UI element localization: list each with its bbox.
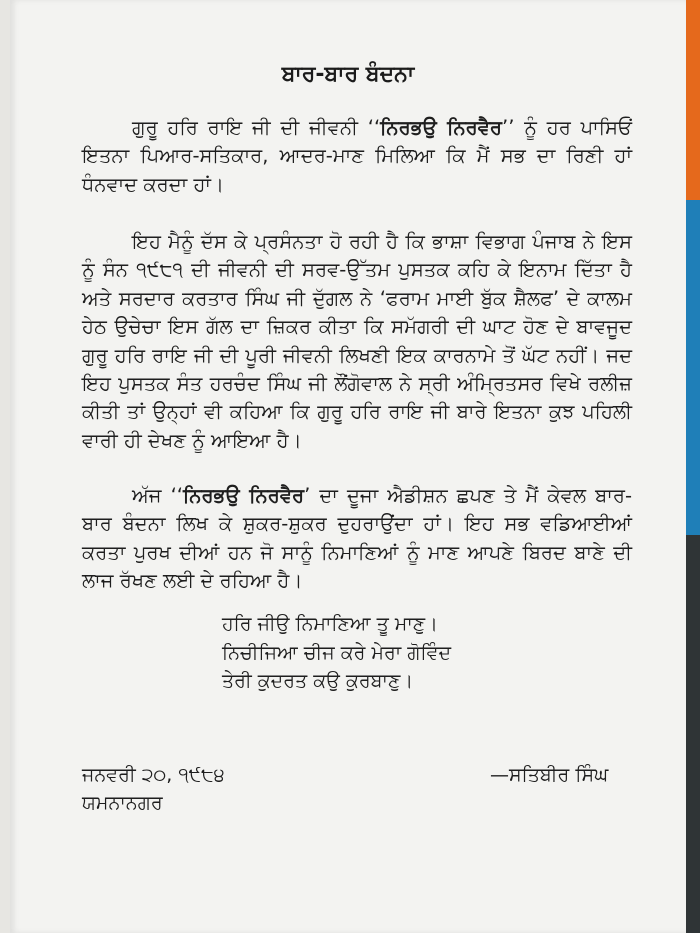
- paragraph-1-before: ਗੁਰੂ ਹਰਿ ਰਾਇ ਜੀ ਦੀ ਜੀਵਨੀ ‘‘: [132, 116, 381, 139]
- book-gutter: [0, 0, 10, 933]
- poem-line: ਹਰਿ ਜੀਉ ਨਿਮਾਣਿਆ ਤੂ ਮਾਣੁ।: [222, 613, 438, 635]
- poem-line: ਨਿਚੀਜਿਆ ਚੀਜ ਕਰੇ ਮੇਰਾ ਗੋਵਿੰਦ: [222, 641, 452, 664]
- neighbor-book-dark: [686, 535, 700, 933]
- paragraph-2: ਇਹ ਮੈਨੂੰ ਦੱਸ ਕੇ ਪ੍ਰਸੰਨਤਾ ਹੋ ਰਹੀ ਹੈ ਕਿ ਭਾਸ਼ਾ ਵਿਭਾਗ ਪੰਜਾਬ ਨੇ ਇਸ ਨੂੰ ਸੰਨ ੧੯੮੧ ਦੀ ਜੀਵਨੀ ਦੀ ਸਰਵ-ਉੱਤਮ ਪੁਸਤਕ ਕਹਿ ਕੇ ਇਨਾਮ ਦਿੱਤਾ ਹੈ ਅਤੇ ਸਰਦਾਰ ਕਰਤਾਰ ਸਿੰਘ ਜੀ ਦੁੱਗਲ ਨੇ ‘ਫਰਾਮ ਮਾਈ ਬੁੱਕ ਸ਼ੈਲਫ’ ਦੇ ਕਾਲਮ ਹੇਠ ਉਚੇਚਾ ਇਸ ਗੱਲ ਦਾ ਜ਼ਿਕਰ ਕੀਤਾ ਕਿ ਸਮੱਗਰੀ ਦੀ ਘਾਟ ਹੋਣ ਦੇ ਬਾਵਜੂਦ ਗੁਰੂ ਹਰਿ ਰਾਇ ਜੀ ਦੀ ਪੂਰੀ ਜੀਵਨੀ ਲਿਖਣੀ ਇਕ ਕਾਰਨਾਮੇ ਤੋਂ ਘੱਟ ਨਹੀਂ। ਜਦ ਇਹ ਪੁਸਤਕ ਸੰਤ ਹਰਚੰਦ ਸਿੰਘ ਜੀ ਲੌਂਗੋਵਾਲ ਨੇ ਸ੍ਰੀ ਅੰਮ੍ਰਿਤਸਰ ਵਿਖੇ ਰਲੀਜ਼ ਕੀਤੀ ਤਾਂ ਉਨ੍ਹਾਂ ਵੀ ਕਹਿਆ ਕਿ ਗੁਰੂ ਹਰਿ ਰਾਇ ਜੀ ਬਾਰੇ ਇਤਨਾ ਕੁਝ ਪਹਿਲੀ ਵਾਰੀ ਹੀ ਦੇਖਣ ਨੂੰ ਆਇਆ ਹੈ।: [82, 230, 632, 452]
- paragraph-3-before: ਅੱਜ ‘‘: [132, 484, 183, 507]
- paragraph-3-after: ’ ਦਾ ਦੂਜਾ ਐਡੀਸ਼ਨ ਛਪਣ ਤੇ ਮੈਂ ਕੇਵਲ ਬਾਰ-ਬਾਰ ਬੰਦਨਾ ਲਿਖ ਕੇ ਸ਼ੁਕਰ-ਸ਼ੁਕਰ ਦੁਹਰਾਉਂਦਾ ਹਾਂ। ਇਹ ਸਭ ਵਡਿਆਈਆਂ ਕਰਤਾ ਪੁਰਖ ਦੀਆਂ ਹਨ ਜੋ ਸਾਨੂੰ ਨਿਮਾਣਿਆਂ ਨੂੰ ਮਾਣ ਆਪਣੇ ਬਿਰਦ ਬਾਣੇ ਦੀ ਲਾਜ ਰੱਖਣ ਲਈ ਦੇ ਰਹਿਆ ਹੈ।: [82, 484, 632, 593]
- paragraph-1-after: ’’ ਨੂੰ ਹਰ ਪਾਸਿਓਂ ਇਤਨਾ ਪਿਆਰ-ਸਤਿਕਾਰ, ਆਦਰ-ਮਾਣ ਮਿਲਿਆ ਕਿ ਮੈਂ ਸਭ ਦਾ ਰਿਣੀ ਹਾਂ ਧੰਨਵਾਦ ਕਰਦਾ ਹਾਂ।: [82, 116, 632, 196]
- page-title: ਬਾਰ-ਬਾਰ ਬੰਦਨਾ: [281, 62, 415, 87]
- paragraph-3: [82, 482, 632, 596]
- paragraph-1: [82, 114, 632, 199]
- neighbor-book-blue: [686, 200, 700, 535]
- poem-verse: [222, 610, 451, 696]
- book-title-1: ਨਿਰਭਉ ਨਿਰਵੈਰ: [380, 116, 503, 139]
- book-page: [10, 0, 686, 933]
- poem-line: ਤੇਰੀ ਕੁਦਰਤ ਕਉ ਕੁਰਬਾਣੁ।: [222, 670, 414, 692]
- date-line: ਜਨਵਰੀ ੨੦, ੧੯੮੪: [82, 764, 225, 786]
- book-title-2: ਨਿਰਭਉ ਨਿਰਵੈਰ: [182, 484, 305, 507]
- neighbor-book-orange: [686, 0, 700, 200]
- place-line: ਯਮਨਾਨਗਰ: [82, 792, 163, 814]
- author-signature: —ਸਤਿਬੀਰ ਸਿੰਘ: [490, 764, 609, 786]
